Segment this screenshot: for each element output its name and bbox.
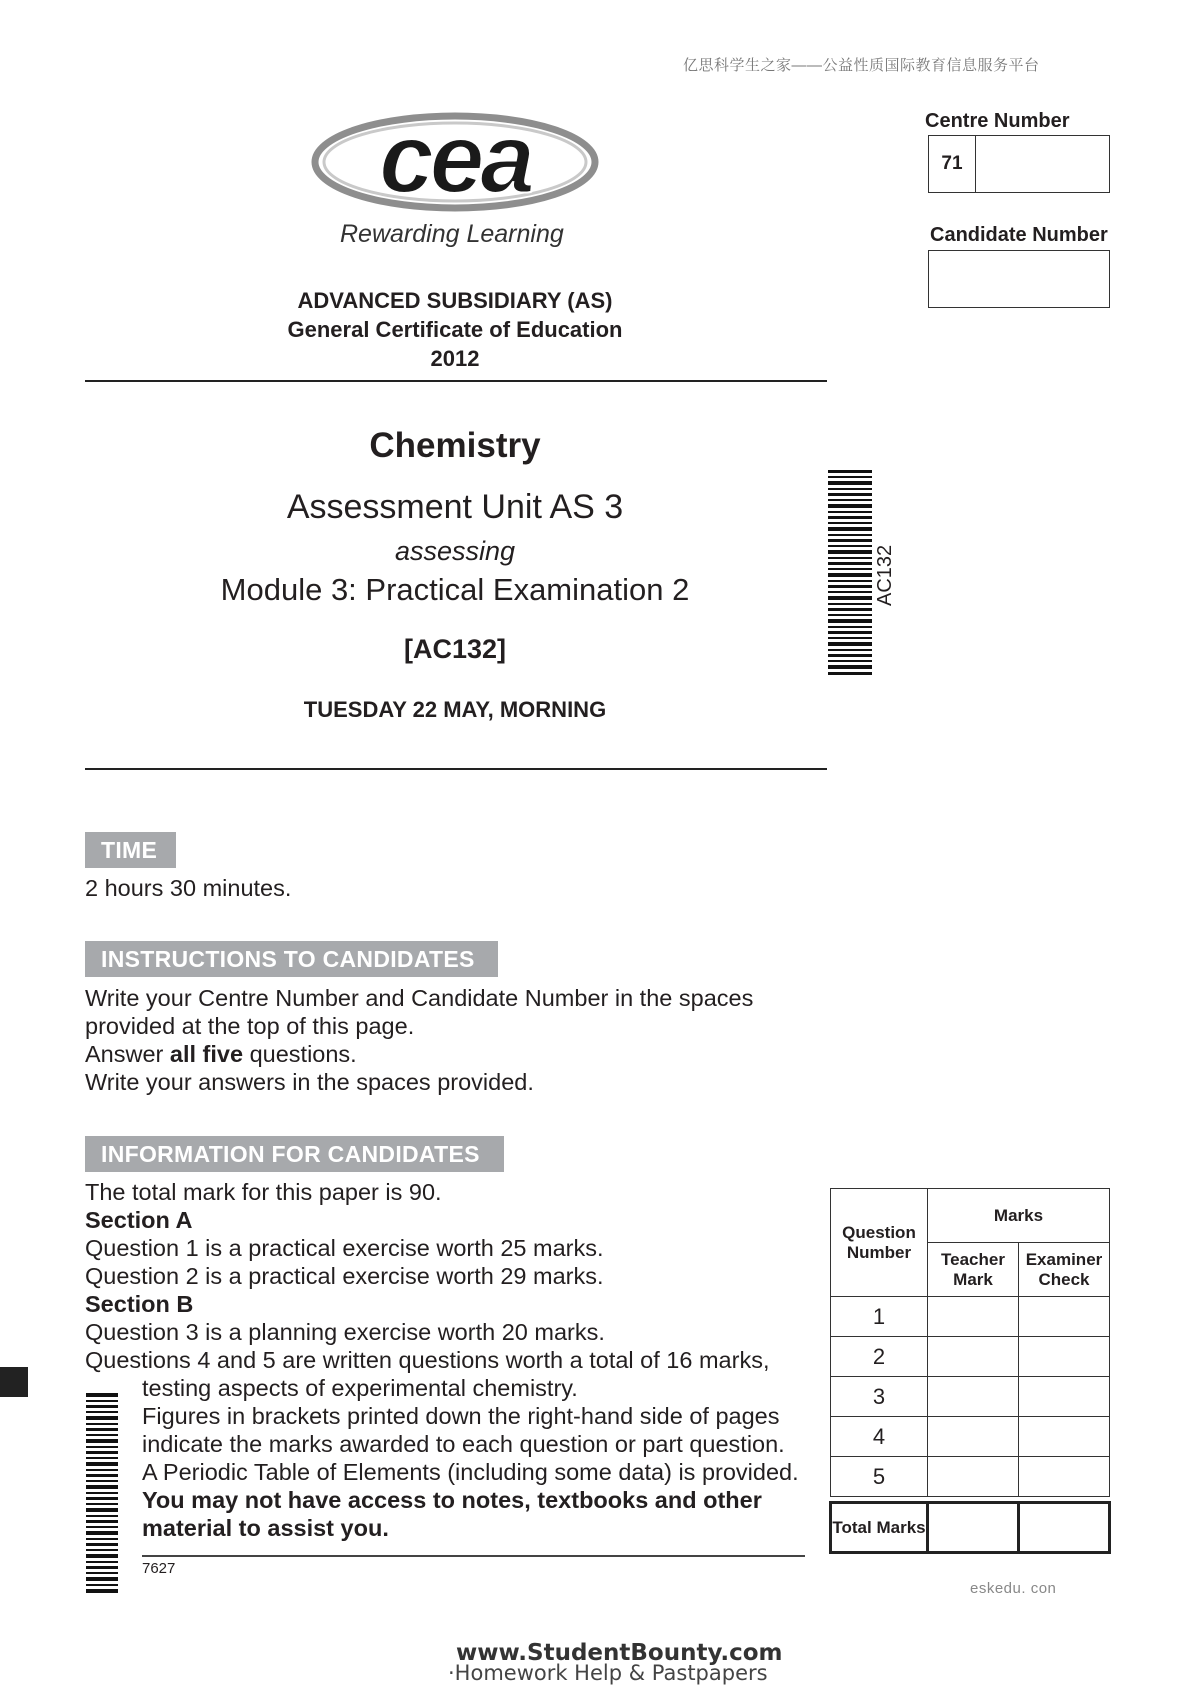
info-periodic-table: A Periodic Table of Elements (including some data) is provided. (142, 1459, 799, 1485)
logo-tagline: Rewarding Learning (340, 220, 564, 248)
time-text: 2 hours 30 minutes. (85, 875, 292, 901)
centre-number-prefix: 71 (929, 136, 976, 192)
teacher-mark-cell[interactable] (928, 1337, 1019, 1377)
examiner-check-cell[interactable] (1019, 1417, 1110, 1457)
header-qualification-name: General Certificate of Education (287, 317, 623, 342)
header-divider (85, 380, 827, 382)
time-heading: TIME (85, 832, 176, 868)
info-q3: Question 3 is a planning exercise worth 20 marks. (85, 1319, 605, 1345)
paper-module: Module 3: Practical Examination 2 (220, 572, 690, 607)
footer-site-tagline: ·Homework Help & Pastpapers (448, 1661, 768, 1685)
info-q2: Question 2 is a practical exercise worth 29 marks. (85, 1263, 604, 1289)
instructions-line-1: Write your Centre Number and Candidate Number in the spaces (85, 985, 754, 1011)
teacher-mark-cell[interactable] (928, 1417, 1019, 1457)
footer-site-link[interactable]: www.StudentBounty.com (456, 1640, 783, 1666)
information-text (85, 1178, 825, 1542)
examiner-check-header: Examiner Check (1019, 1243, 1110, 1297)
examiner-check-cell[interactable] (1019, 1457, 1110, 1497)
question-row-number: 1 (831, 1297, 928, 1337)
teacher-mark-header: Teacher Mark (928, 1243, 1019, 1297)
paper-date: TUESDAY 22 MAY, MORNING (303, 697, 607, 722)
question-row-number: 4 (831, 1417, 928, 1457)
info-warning: You may not have access to notes, textbooks and other (142, 1487, 762, 1513)
instructions-line-4: Write your answers in the spaces provided. (85, 1069, 534, 1095)
page-edge-marker (0, 1367, 28, 1397)
side-barcode (86, 1393, 118, 1593)
marks-table (829, 1188, 1111, 1554)
teacher-mark-cell[interactable] (928, 1377, 1019, 1417)
instructions-line-2: provided at the top of this page. (85, 1013, 415, 1039)
cea-logo (310, 110, 600, 220)
instructions-text (85, 984, 753, 1096)
info-q1: Question 1 is a practical exercise worth 25 marks. (85, 1235, 604, 1261)
instructions-line-3: Answer all five questions. (85, 1041, 357, 1067)
centre-number-label: Centre Number (925, 110, 1070, 132)
info-figures: Figures in brackets printed down the right-hand side of pages (142, 1403, 780, 1429)
footer-divider (142, 1555, 805, 1557)
logo-text: cea (379, 110, 531, 213)
paper-unit: Assessment Unit AS 3 (286, 488, 624, 526)
marks-header: Marks (928, 1189, 1110, 1243)
question-number-header: Question Number (831, 1189, 928, 1297)
teacher-mark-cell[interactable] (928, 1297, 1019, 1337)
candidate-number-label: Candidate Number (930, 224, 1108, 246)
barcode-label: AC132 (874, 544, 896, 606)
examiner-check-cell[interactable] (1019, 1377, 1110, 1417)
question-row-number: 2 (831, 1337, 928, 1377)
info-section-b: Section B (85, 1291, 194, 1317)
examiner-check-cell[interactable] (1019, 1297, 1110, 1337)
paper-subject: Chemistry (369, 426, 541, 465)
centre-number-field[interactable] (928, 135, 1110, 193)
footer-watermark: eskedu. con (970, 1580, 1057, 1597)
info-section-a: Section A (85, 1207, 193, 1233)
top-watermark: 亿思科学生之家——公益性质国际教育信息服务平台 (683, 57, 1040, 74)
question-row-number: 5 (831, 1457, 928, 1497)
header-qualification-level: ADVANCED SUBSIDIARY (AS) (297, 288, 613, 313)
info-figures-cont: indicate the marks awarded to each question or part question. (142, 1431, 785, 1457)
total-examiner-check-cell[interactable] (1019, 1503, 1110, 1553)
header-year: 2012 (430, 346, 480, 371)
information-heading: INFORMATION FOR CANDIDATES (85, 1136, 504, 1172)
candidate-number-field[interactable] (928, 250, 1110, 308)
info-total: The total mark for this paper is 90. (85, 1179, 442, 1205)
total-marks-label: Total Marks (831, 1503, 928, 1553)
instructions-heading: INSTRUCTIONS TO CANDIDATES (85, 941, 498, 977)
total-teacher-mark-cell[interactable] (928, 1503, 1019, 1553)
examiner-check-cell[interactable] (1019, 1337, 1110, 1377)
teacher-mark-cell[interactable] (928, 1457, 1019, 1497)
paper-barcode (828, 470, 872, 678)
paper-code: [AC132] (403, 634, 507, 664)
paper-assessing: assessing (394, 536, 516, 566)
info-q45: Questions 4 and 5 are written questions worth a total of 16 marks, (85, 1347, 770, 1373)
info-q45-cont: testing aspects of experimental chemistry. (142, 1375, 578, 1401)
info-warning-cont: material to assist you. (142, 1515, 389, 1541)
question-row-number: 3 (831, 1377, 928, 1417)
title-divider (85, 768, 827, 770)
footer-code: 7627 (142, 1560, 176, 1577)
